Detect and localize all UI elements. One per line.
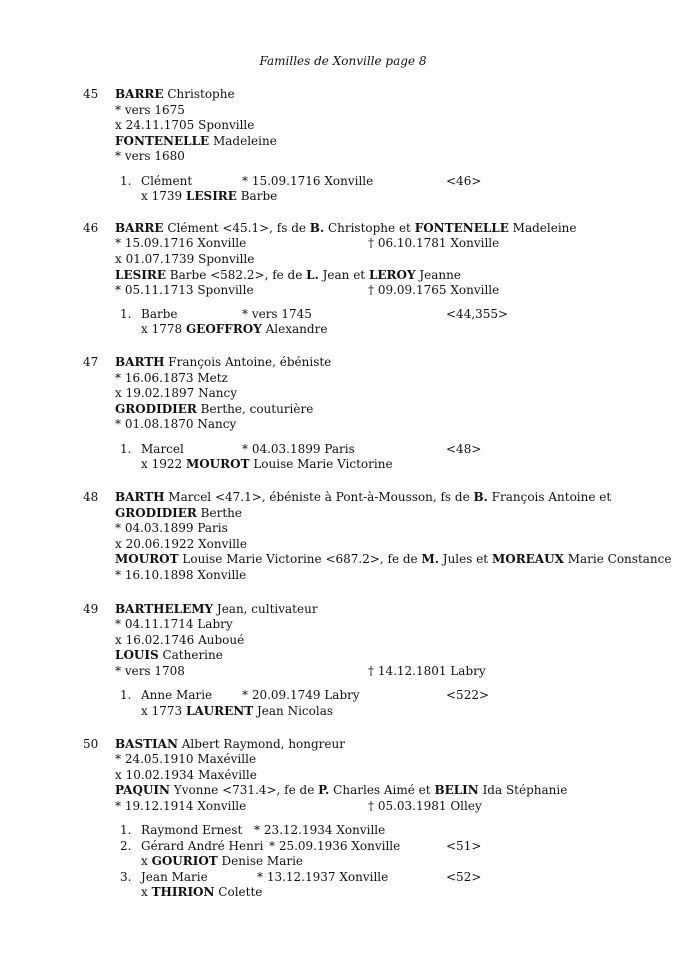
wife-birth: * 01.08.1870 Nancy	[115, 417, 237, 431]
child-number: 2.	[120, 839, 132, 853]
child-ref: <522>	[446, 688, 490, 702]
marriage-line: x 01.07.1739 Sponville	[115, 252, 255, 266]
child-name: Marcel	[141, 442, 184, 456]
child-number: 1.	[120, 307, 132, 321]
marriage-line: x 10.02.1934 Maxéville	[115, 768, 257, 782]
husband-birth: * 24.05.1910 Maxéville	[115, 752, 257, 766]
child-name: Raymond Ernest	[141, 823, 243, 837]
wife-birth: * vers 1680	[115, 149, 185, 163]
entry-number: 50	[83, 737, 99, 751]
husband-birth: * vers 1675	[115, 103, 185, 117]
marriage-line: x 20.06.1922 Xonville	[115, 537, 247, 551]
wife-birth: * 05.11.1713 Sponville	[115, 283, 254, 297]
husband-birth: * 16.06.1873 Metz	[115, 371, 228, 385]
child-marriage: x 1739 LESIRE Barbe	[141, 189, 278, 203]
wife-death: † 14.12.1801 Labry	[368, 664, 486, 678]
child-ref: <44,355>	[446, 307, 509, 321]
husband-birth: * 15.09.1716 Xonville	[115, 236, 247, 250]
child-name: Gérard André Henri	[141, 839, 264, 853]
child-ref: <46>	[446, 174, 482, 188]
wife-birth: * 16.10.1898 Xonville	[115, 568, 247, 582]
husband-line: BARTH François Antoine, ébéniste	[115, 355, 332, 369]
child-name: Jean Marie	[141, 870, 208, 884]
child-ref: <51>	[446, 839, 482, 853]
child-marriage: x THIRION Colette	[141, 885, 263, 899]
entry-number: 49	[83, 602, 99, 616]
wife-birth: * 19.12.1914 Xonville	[115, 799, 247, 813]
child-number: 3.	[120, 870, 132, 884]
child-birth: * 04.03.1899 Paris	[242, 442, 355, 456]
child-marriage: x GOURIOT Denise Marie	[141, 854, 304, 868]
child-ref: <48>	[446, 442, 482, 456]
wife-line: LOUIS Catherine	[115, 648, 223, 662]
child-birth: * 20.09.1749 Labry	[242, 688, 360, 702]
entry-number: 48	[83, 490, 99, 504]
child-birth: * 23.12.1934 Xonville	[254, 823, 386, 837]
wife-birth: * vers 1708	[115, 664, 185, 678]
child-number: 1.	[120, 688, 132, 702]
wife-line: FONTENELLE Madeleine	[115, 134, 277, 148]
marriage-line: x 24.11.1705 Sponville	[115, 118, 255, 132]
marriage-line: x 16.02.1746 Auboué	[115, 633, 245, 647]
child-number: 1.	[120, 442, 132, 456]
child-birth: * vers 1745	[242, 307, 312, 321]
child-number: 1.	[120, 174, 132, 188]
husband-birth: * 04.03.1899 Paris	[115, 521, 228, 535]
wife-line: MOUROT Louise Marie Victorine <687.2>, fe de M. Jules et MOREAUX Marie Constance	[115, 552, 672, 566]
child-name: Barbe	[141, 307, 178, 321]
child-name: Clément	[141, 174, 193, 188]
husband-birth: * 04.11.1714 Labry	[115, 617, 233, 631]
entry-number: 46	[83, 221, 99, 235]
husband-line: BARRE Clément <45.1>, fs de B. Christophe et FONTENELLE Madeleine	[115, 221, 577, 235]
child-marriage: x 1778 GEOFFROY Alexandre	[141, 322, 328, 336]
husband-line: BARTH Marcel <47.1>, ébéniste à Pont-à-Mousson, fs de B. François Antoine et GRODIDIER Berthe	[115, 490, 612, 520]
child-birth: * 13.12.1937 Xonville	[257, 870, 389, 884]
child-birth: * 15.09.1716 Xonville	[242, 174, 374, 188]
husband-line: BASTIAN Albert Raymond, hongreur	[115, 737, 345, 751]
child-ref: <52>	[446, 870, 482, 884]
wife-line: PAQUIN Yvonne <731.4>, fe de P. Charles Aimé et BELIN Ida Stéphanie	[115, 783, 568, 797]
wife-death: † 09.09.1765 Xonville	[368, 283, 500, 297]
husband-line: BARTHELEMY Jean, cultivateur	[115, 602, 318, 616]
child-marriage: x 1773 LAURENT Jean Nicolas	[141, 704, 334, 718]
husband-line: BARRE Christophe	[115, 87, 235, 101]
entry-number: 47	[83, 355, 99, 369]
page-header: Familles de Xonville page 8	[259, 54, 427, 68]
child-birth: * 25.09.1936 Xonville	[269, 839, 401, 853]
wife-line: GRODIDIER Berthe, couturière	[115, 402, 314, 416]
entry-number: 45	[83, 87, 99, 101]
husband-death: † 06.10.1781 Xonville	[368, 236, 500, 250]
wife-line: LESIRE Barbe <582.2>, fe de L. Jean et LEROY Jeanne	[115, 268, 461, 282]
wife-death: † 05.03.1981 Olley	[368, 799, 482, 813]
child-name: Anne Marie	[141, 688, 213, 702]
child-marriage: x 1922 MOUROT Louise Marie Victorine	[141, 457, 393, 471]
marriage-line: x 19.02.1897 Nancy	[115, 386, 237, 400]
child-number: 1.	[120, 823, 132, 837]
